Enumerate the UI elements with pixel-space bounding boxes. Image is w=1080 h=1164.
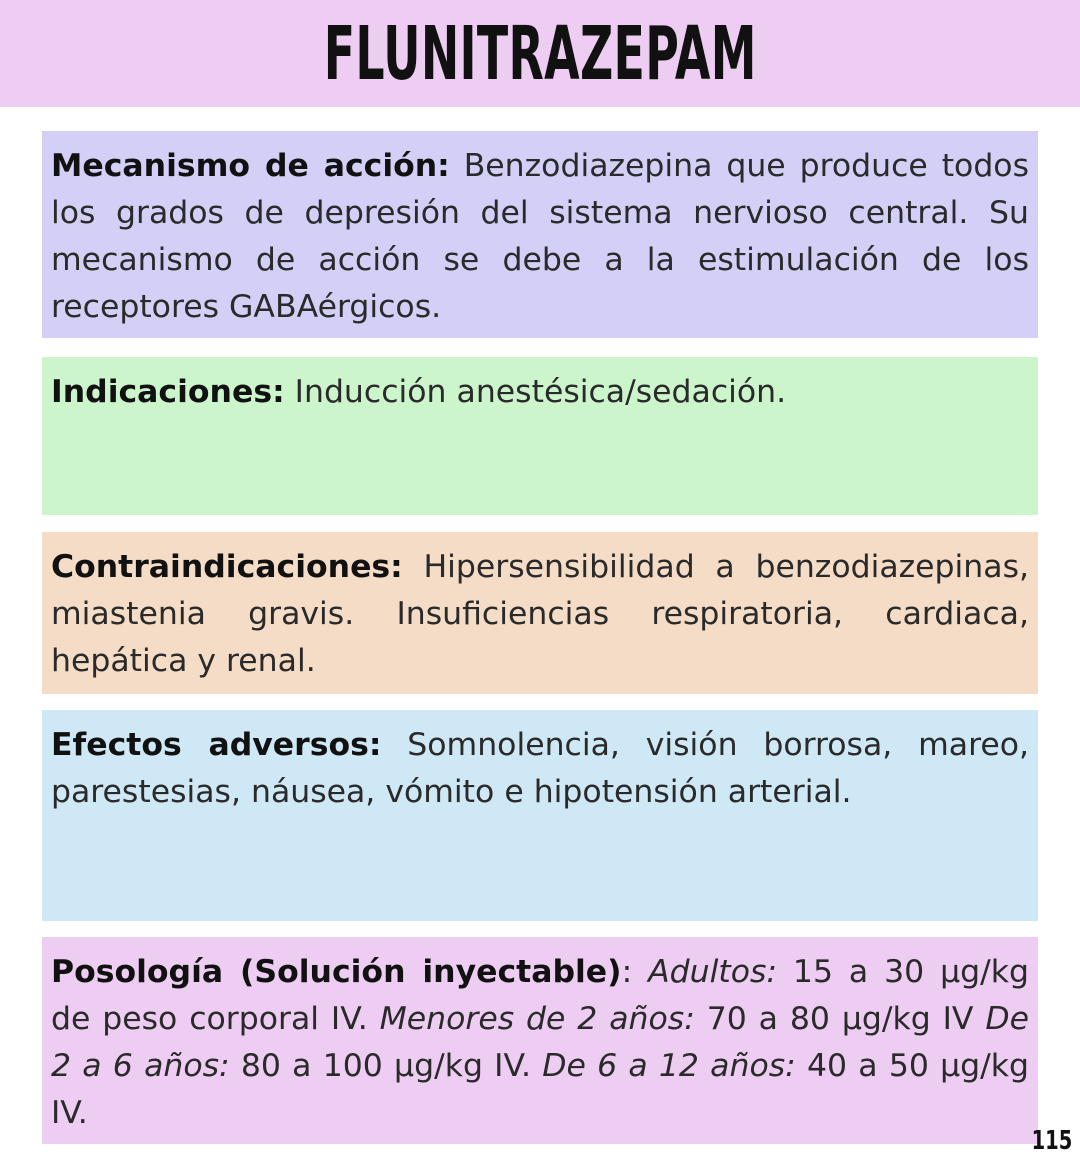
posologia-de2a6-text: 80 a 100 μg/kg IV. <box>229 1048 543 1084</box>
mecanismo-card <box>42 131 1038 338</box>
efectos-adversos-paragraph <box>51 722 1029 816</box>
title-bar <box>0 0 1080 107</box>
posologia-de2a6-label: De 2 a 6 años: <box>51 1001 1029 1084</box>
posologia-de6a12-text: 40 a 50 μg/kg IV. <box>51 1048 1030 1131</box>
posologia-label: Posología (Solución inyectable) <box>51 954 622 990</box>
posologia-adultos-text: 15 a 30 μg/kg de peso corporal IV. <box>51 954 1029 1037</box>
indicaciones-text: Inducción anestésica/sedación. <box>284 374 787 410</box>
contraindicaciones-text: Hipersensibilidad a benzodiazepinas, miastenia gravis. Insuficiencias respiratoria, cardiaca, hepática y renal. <box>51 549 1029 679</box>
page-number: 115 <box>1031 1126 1072 1156</box>
indicaciones-paragraph <box>51 369 1029 416</box>
posologia-card <box>42 937 1038 1144</box>
indicaciones-card <box>42 357 1038 515</box>
page-title: FLUNITRAZEPAM <box>323 10 757 97</box>
posologia-menores-label: Menores de 2 años: <box>379 1001 695 1037</box>
posologia-menores-text: 70 a 80 μg/kg IV <box>694 1001 986 1037</box>
posologia-colon: : <box>621 954 649 990</box>
posologia-paragraph <box>51 949 1029 1137</box>
mecanismo-text: Benzodiazepina que produce todos los grados de depresión del sistema nervioso central. Su mecanismo de acción se debe a la estimulación de los receptores GABAérgicos. <box>51 148 1029 325</box>
contraindicaciones-label: Contraindicaciones: <box>51 549 403 585</box>
posologia-de6a12-label: De 6 a 12 años: <box>542 1048 796 1084</box>
contraindicaciones-paragraph <box>51 544 1029 685</box>
efectos-adversos-text: Somnolencia, visión borrosa, mareo, parestesias, náusea, vómito e hipotensión arterial. <box>51 727 1029 810</box>
posologia-adultos-label: Adultos: <box>648 954 778 990</box>
efectos-adversos-card <box>42 710 1038 921</box>
indicaciones-label: Indicaciones: <box>51 374 285 410</box>
efectos-adversos-label: Efectos adversos: <box>51 727 382 763</box>
mecanismo-paragraph <box>51 143 1029 331</box>
contraindicaciones-card <box>42 532 1038 694</box>
mecanismo-label: Mecanismo de acción: <box>51 148 450 184</box>
